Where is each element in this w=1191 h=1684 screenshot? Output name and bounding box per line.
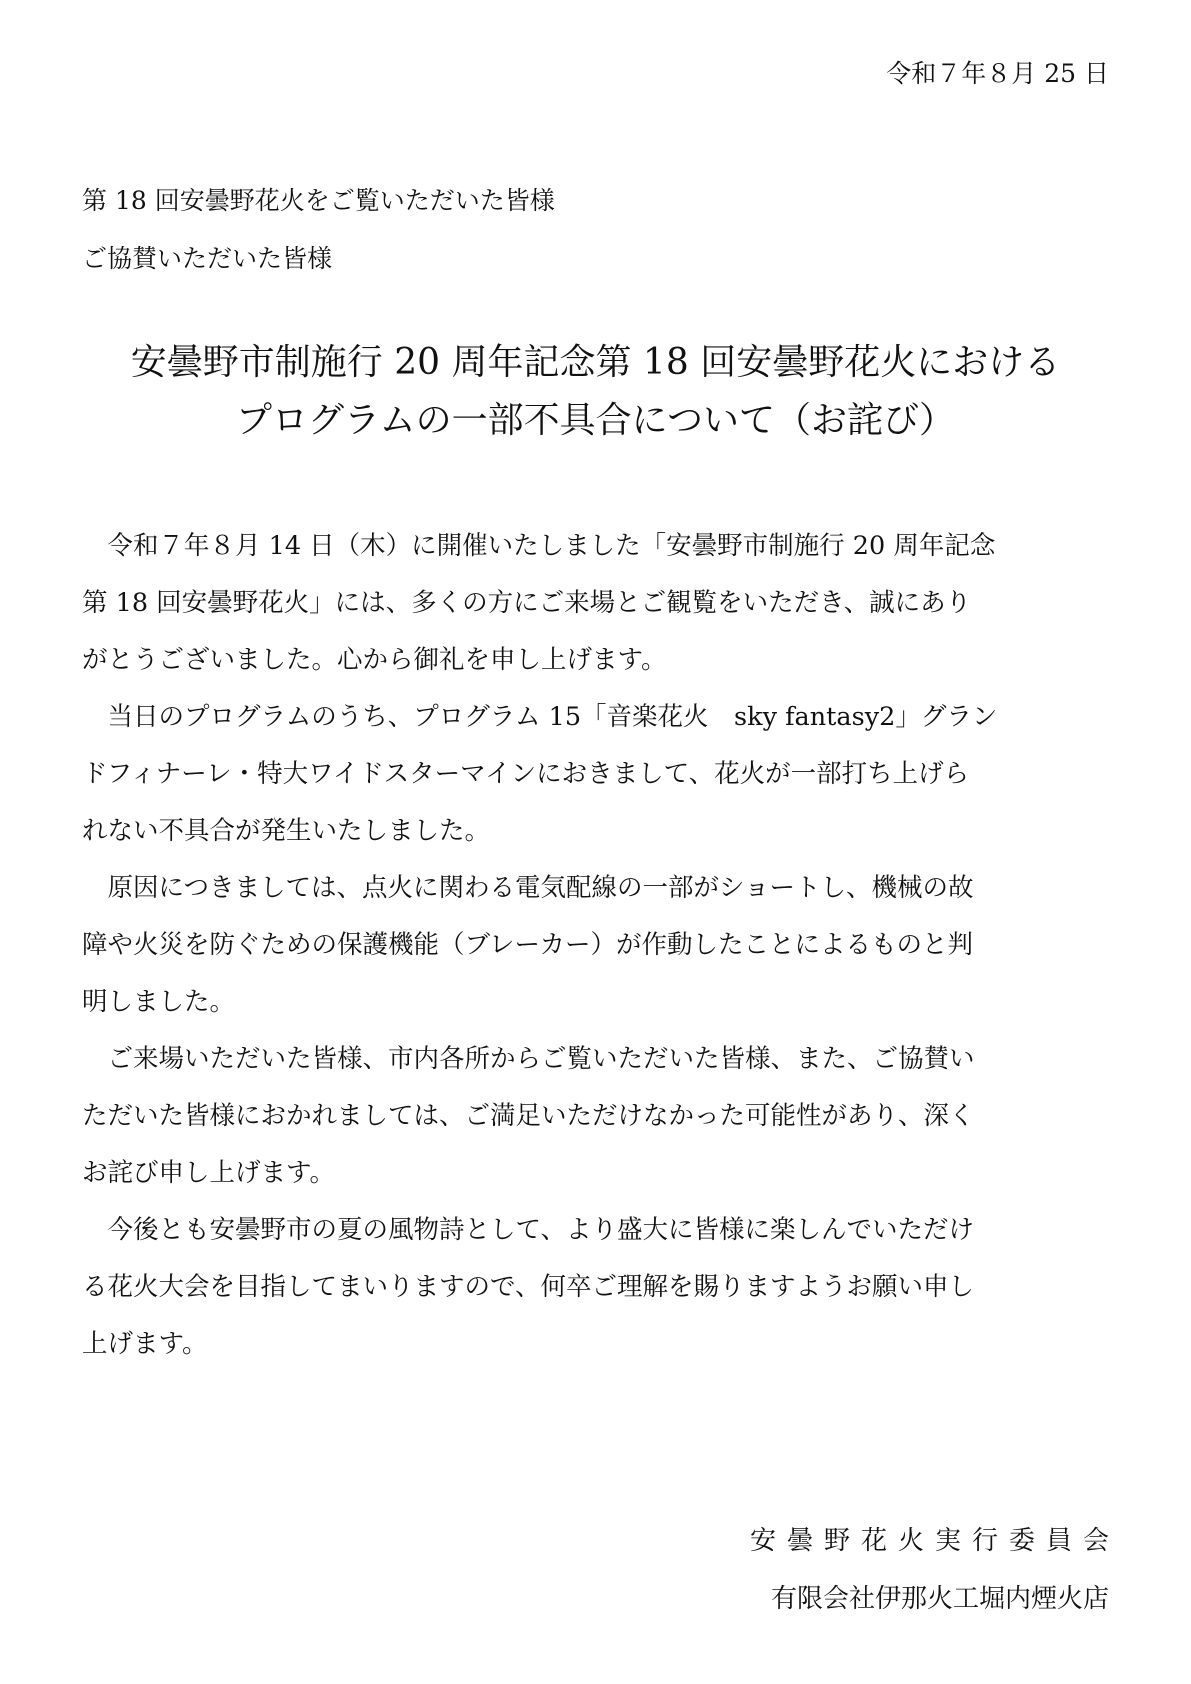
body-text — [82, 518, 1110, 1373]
signature-block — [749, 1512, 1120, 1628]
paragraph-issue — [82, 689, 1110, 860]
committee-name: 安曇野花火実行委員会 — [749, 1526, 1120, 1556]
text-line: 第 18 回安曇野花火」には、多くの方にご来場とご観覧をいただき、誠にあり — [82, 588, 972, 618]
title-line: 安曇野市制施行 20 周年記念第 18 回安曇野花火における — [130, 342, 1061, 383]
text-line: 今後とも安曇野市の夏の風物詩として、より盛大に皆様に楽しんでいただけ — [82, 1215, 974, 1245]
text-line: お詫び申し上げます。 — [82, 1158, 335, 1188]
text-line: 原因につきましては、点火に関わる電気配線の一部がショートし、機械の故 — [82, 873, 974, 903]
text-line: 令和７年８月 14 日（木）に開催いたしました「安曇野市制施行 20 周年記念 — [82, 531, 996, 561]
text-line: ただいた皆様におかれましては、ご満足いただけなかった可能性があり、深く — [82, 1101, 975, 1131]
document-date: 令和７年８月 25 日 — [886, 59, 1109, 88]
paragraph-future — [82, 1202, 1110, 1373]
title-line: プログラムの一部不具合について（お詫び） — [236, 400, 955, 441]
text-line: 当日のプログラムのうち、プログラム 15「音楽花火 sky fantasy2」グラン — [82, 702, 998, 732]
text-line: る花火大会を目指してまいりますので、何卒ご理解を賜りますようお願い申し — [82, 1272, 974, 1302]
paragraph-apology — [82, 1031, 1110, 1202]
text-line: 障や火災を防ぐための保護機能（ブレーカー）が作動したことによるものと判 — [82, 930, 973, 960]
addressee-line: 第 18 回安曇野花火をご覧いただいた皆様 — [82, 186, 555, 215]
addressee-block — [82, 172, 555, 288]
text-line: 明しました。 — [82, 987, 236, 1017]
text-line: れない不具合が発生いたしました。 — [82, 816, 491, 846]
paragraph-cause — [82, 860, 1110, 1031]
addressee-line: ご協賛いただいた皆様 — [82, 244, 333, 273]
text-line: ドフィナーレ・特大ワイドスターマインにおきまして、花火が一部打ち上げら — [82, 759, 970, 789]
text-line: がとうございました。心から御礼を申し上げます。 — [82, 645, 667, 675]
document-title — [0, 334, 1191, 450]
company-name: 有限会社伊那火工堀内煙火店 — [770, 1584, 1109, 1614]
paragraph-thanks — [82, 518, 1110, 689]
text-line: 上げます。 — [82, 1329, 208, 1359]
text-line: ご来場いただいた皆様、市内各所からご覧いただいた皆様、また、ご協賛い — [82, 1044, 975, 1074]
